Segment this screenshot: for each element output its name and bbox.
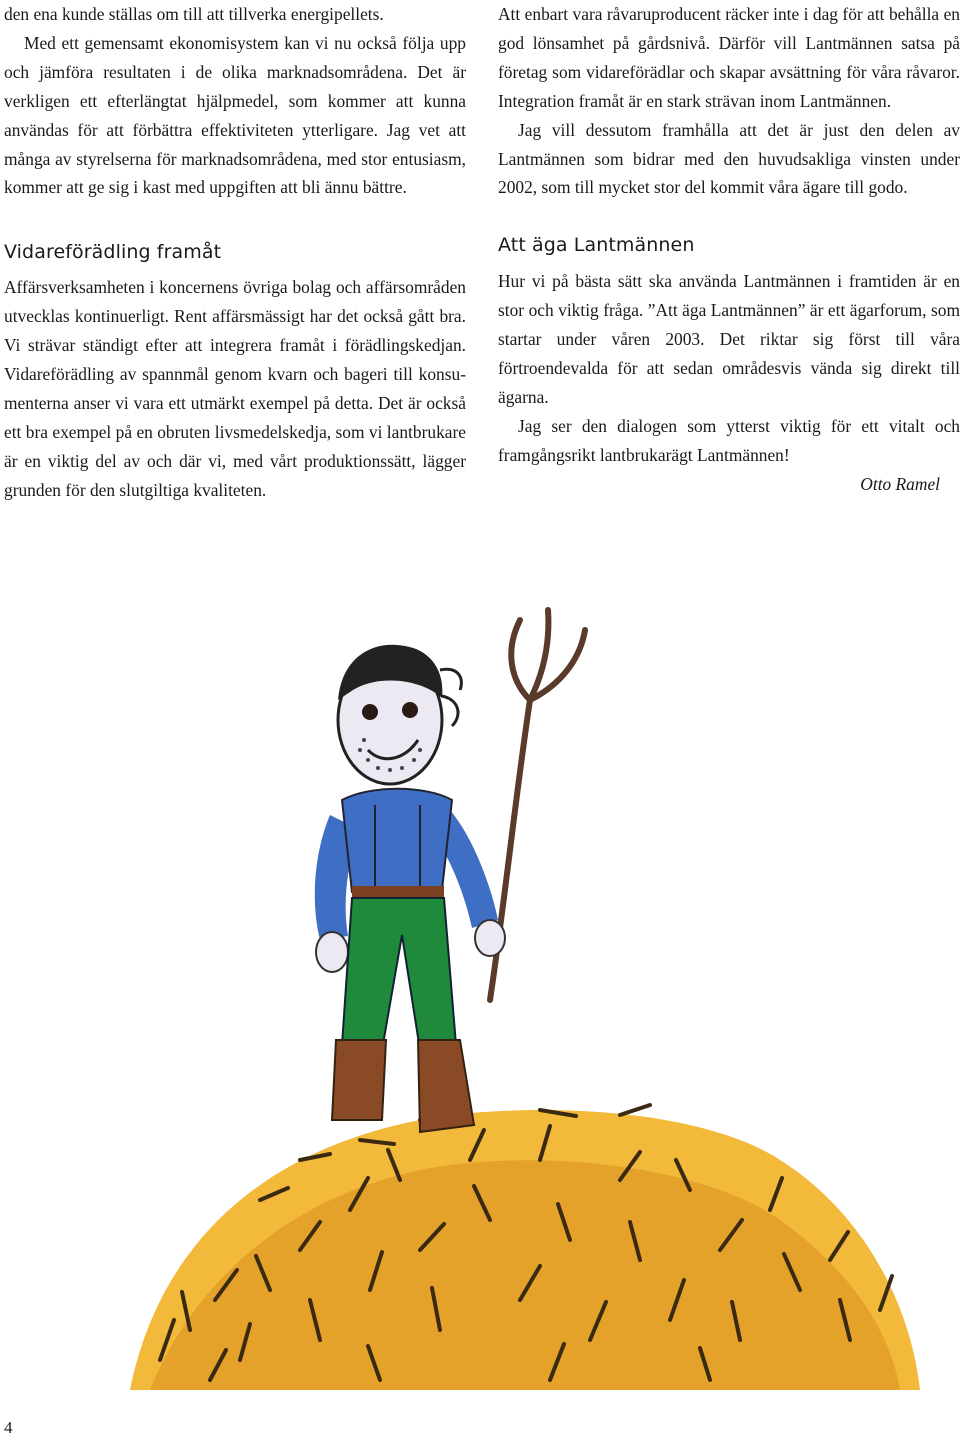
right-paragraph-1: Att enbart vara råvaruproducent räcker inte i dag för att behålla en god lönsamhet på gårdsnivå. Därför vill Lantmännen satsa på företag som vidareförädlar och skapar avsättning för våra råvaror. Integration framåt är en stark strävan inom Lantmännen. (498, 4, 960, 111)
haystack (130, 1105, 920, 1390)
left-paragraph-2: Med ett gemensamt ekonomisystem kan vi nu också följa upp och jämföra resultaten i de olika marknadsområdena. Det är verkligen ett efterlängtat hjälpmedel, som kommer att kunna användas för att förbättra effektiviteten ytterligare. Jag vet att många av styrelserna för marknadsområdena, med stor entusiasm, kommer att ge sig i kast med uppgiften att bli ännu bättre. (4, 32, 466, 198)
farmer-illustration (120, 600, 960, 1400)
right-paragraph-2: Jag vill dessutom framhålla att det är just den delen av Lantmännen som bidrar med den huvudsakliga vinsten under 2002, som till mycket stor del kommit våra ägare till godo. (498, 119, 960, 198)
signature: Otto Ramel (860, 473, 940, 494)
right-paragraph-3: Hur vi på bästa sätt ska använda Lantmännen i framtiden är en stor och viktig fråga. ”Att äga Lantmännen” är ett ägarforum, som startar under våren 2003. Det riktar sig först till våra förtroendevalda för att sedan områdesvis vända sig direkt till ägarna. (498, 271, 960, 407)
section-heading-att-aga: Att äga Lantmännen (498, 234, 695, 257)
left-paragraph-1: den ena kunde ställas om till att tillverka energipellets. (4, 4, 384, 24)
left-column (4, 0, 466, 505)
page-number: 4 (4, 1418, 13, 1437)
left-paragraph-3: Affärsverksamheten i koncernens övriga bolag och affärsområden utvecklas kontinuerligt. Rent affärsmässigt har det också gått bra. Vi strävar ständigt efter att integrera framåt i förädlingskedjan. Vidareförädling av spannmål genom kvarn och bageri till konsumenterna anser vi vara ett utmärkt exempel på detta. Det är också ett bra exempel på en obruten livsmedelskedja, som vi lantbrukare är en viktig del av och där vi, med vårt produktionssätt, lägger grunden för den slutgiltiga kvaliteten. (4, 277, 466, 500)
right-column (498, 0, 960, 499)
right-paragraph-4: Jag ser den dialogen som ytterst viktig för ett vitalt och framgångsrikt lantbrukarägt Lantmännen! (498, 415, 960, 465)
section-heading-vidareforadling: Vidareförädling framåt (4, 241, 222, 264)
